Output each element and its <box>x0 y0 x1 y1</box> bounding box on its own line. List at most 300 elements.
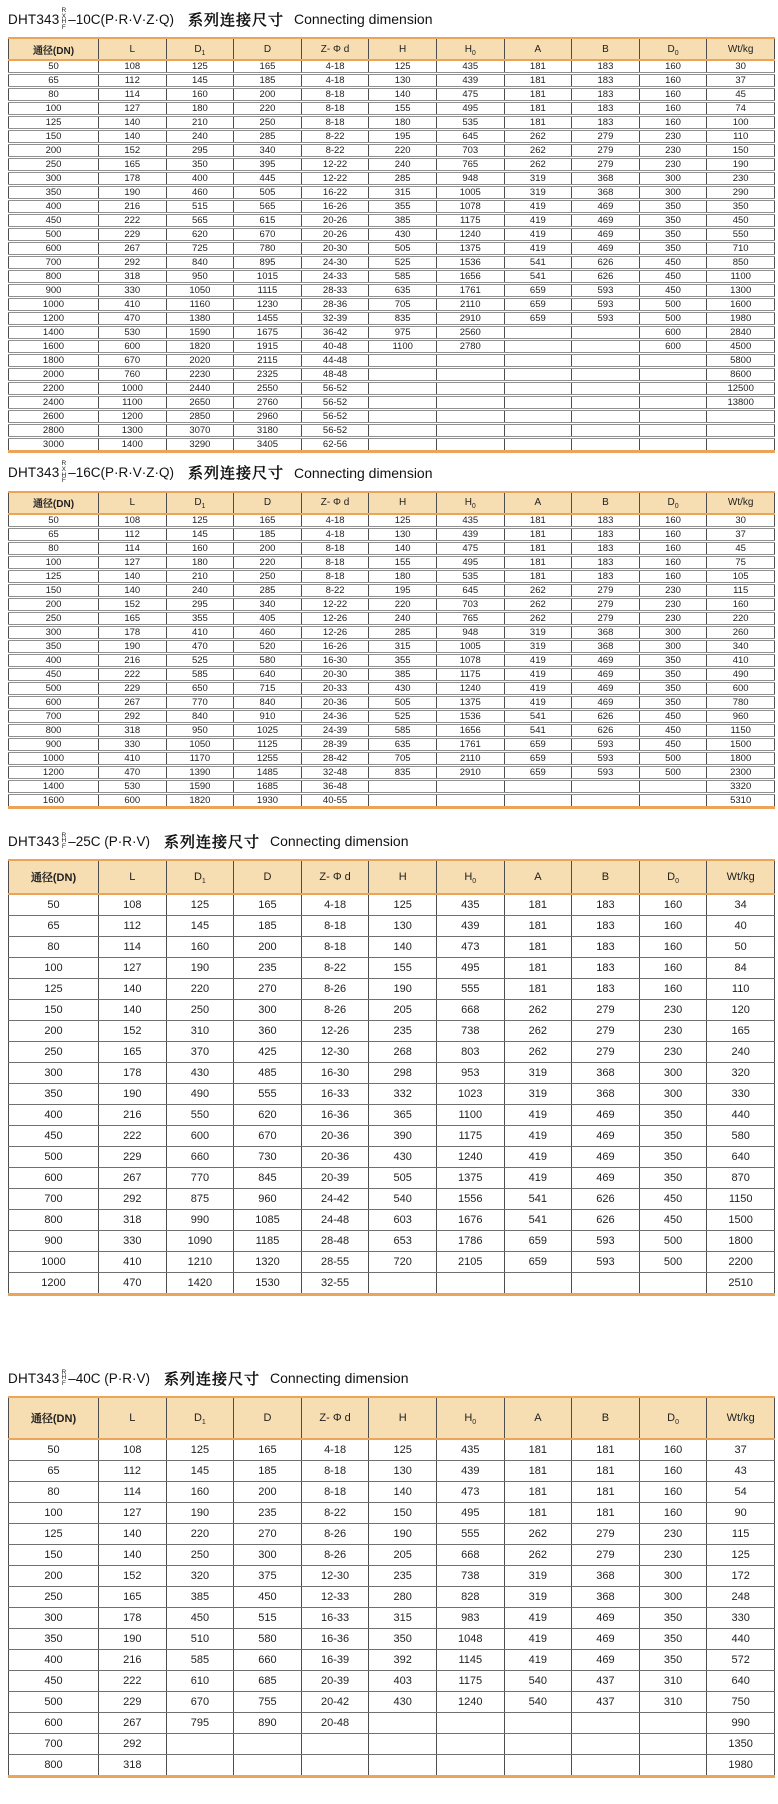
cell-z-phi-d: 8-22 <box>301 130 369 144</box>
cell-b <box>572 779 640 793</box>
cell-h: 205 <box>369 999 437 1020</box>
cell-wt-kg: 8600 <box>707 368 775 382</box>
table-row <box>9 438 775 452</box>
cell-h: 705 <box>369 298 437 312</box>
cell-d1: 385 <box>166 1586 234 1607</box>
cell-dn: 125 <box>9 569 99 583</box>
cell-d: 890 <box>234 1712 302 1733</box>
cell-z-phi-d: 16-33 <box>301 1607 369 1628</box>
cell-wt-kg: 330 <box>707 1083 775 1104</box>
table-row <box>9 737 775 751</box>
variant-letter: F <box>61 1380 66 1388</box>
cell-d0: 300 <box>639 639 707 653</box>
cell-a: 659 <box>504 1251 572 1272</box>
cell-d: 960 <box>234 1188 302 1209</box>
cell-d0: 300 <box>639 1083 707 1104</box>
cell-h0: 495 <box>436 102 504 116</box>
cell-z-phi-d: 8-18 <box>301 88 369 102</box>
variant-letter: R <box>61 7 67 14</box>
column-header-d: D <box>234 492 302 514</box>
cell-l: 108 <box>99 1439 167 1461</box>
cell-wt-kg: 120 <box>707 999 775 1020</box>
cell-dn: 1800 <box>9 354 99 368</box>
cell-a: 262 <box>504 1041 572 1062</box>
cell-d1: 620 <box>166 228 234 242</box>
cell-a: 262 <box>504 1544 572 1565</box>
cell-d0: 300 <box>639 1586 707 1607</box>
cell-z-phi-d: 36-42 <box>301 326 369 340</box>
cell-d0: 450 <box>639 284 707 298</box>
cell-z-phi-d: 12-33 <box>301 1586 369 1607</box>
cell-b: 181 <box>572 1460 640 1481</box>
cell-d: 270 <box>234 978 302 999</box>
cell-d1: 600 <box>166 1125 234 1146</box>
cell-dn: 65 <box>9 74 99 88</box>
cell-dn: 450 <box>9 1670 99 1691</box>
cell-h0: 983 <box>436 1607 504 1628</box>
cell-h: 430 <box>369 1691 437 1712</box>
cell-z-phi-d: 24-42 <box>301 1188 369 1209</box>
cell-a: 181 <box>504 1502 572 1523</box>
cell-h: 140 <box>369 88 437 102</box>
cell-h: 205 <box>369 1544 437 1565</box>
cell-wt-kg: 100 <box>707 116 775 130</box>
cell-h0: 948 <box>436 172 504 186</box>
table-row <box>9 284 775 298</box>
cell-d: 1485 <box>234 765 302 779</box>
table-row <box>9 410 775 424</box>
cell-d: 1255 <box>234 751 302 765</box>
cell-d: 2960 <box>234 410 302 424</box>
cell-h0: 1786 <box>436 1230 504 1251</box>
cell-h: 140 <box>369 1481 437 1502</box>
variant-letter: H <box>61 471 67 479</box>
cell-dn: 100 <box>9 1502 99 1523</box>
cell-d0: 350 <box>639 1607 707 1628</box>
cell-a: 181 <box>504 936 572 957</box>
cell-h: 385 <box>369 667 437 681</box>
cell-d: 1530 <box>234 1272 302 1294</box>
cell-d: 910 <box>234 709 302 723</box>
cell-d: 670 <box>234 1125 302 1146</box>
cell-h: 125 <box>369 60 437 74</box>
cell-dn: 600 <box>9 1712 99 1733</box>
cell-b: 183 <box>572 569 640 583</box>
cell-dn: 900 <box>9 284 99 298</box>
table-row <box>9 527 775 541</box>
cell-b: 368 <box>572 1565 640 1586</box>
cell-wt-kg: 330 <box>707 1607 775 1628</box>
cell-h0: 1175 <box>436 1125 504 1146</box>
cell-d0: 350 <box>639 1649 707 1670</box>
cell-a: 181 <box>504 88 572 102</box>
cell-dn: 350 <box>9 1628 99 1649</box>
cell-l: 670 <box>99 354 167 368</box>
cell-h0: 765 <box>436 158 504 172</box>
cell-d1: 585 <box>166 667 234 681</box>
pressure-spec: –25C (P·R·V) <box>68 833 150 849</box>
table-row <box>9 1020 775 1041</box>
cell-l: 112 <box>99 915 167 936</box>
table-row <box>9 1649 775 1670</box>
cell-a: 181 <box>504 569 572 583</box>
cell-d1: 160 <box>166 1481 234 1502</box>
model-variant-stack <box>61 8 66 30</box>
cell-d0: 230 <box>639 1544 707 1565</box>
series-label-cn: 系列连接尺寸 <box>163 833 260 851</box>
cell-l: 292 <box>99 709 167 723</box>
cell-b: 593 <box>572 298 640 312</box>
cell-z-phi-d <box>301 1733 369 1754</box>
cell-d1: 1170 <box>166 751 234 765</box>
cell-d0: 300 <box>639 1062 707 1083</box>
cell-wt-kg: 12500 <box>707 382 775 396</box>
cell-h0: 765 <box>436 611 504 625</box>
cell-a: 419 <box>504 200 572 214</box>
cell-z-phi-d: 24-30 <box>301 256 369 270</box>
cell-z-phi-d: 4-18 <box>301 60 369 74</box>
cell-d1: 350 <box>166 158 234 172</box>
cell-d0: 500 <box>639 312 707 326</box>
series-label-cn: 系列连接尺寸 <box>187 11 284 29</box>
cell-z-phi-d: 8-22 <box>301 1502 369 1523</box>
cell-dn: 400 <box>9 1104 99 1125</box>
cell-h0: 1240 <box>436 681 504 695</box>
table-row <box>9 751 775 765</box>
table-row <box>9 1523 775 1544</box>
cell-l: 216 <box>99 653 167 667</box>
table-row <box>9 186 775 200</box>
cell-h0: 738 <box>436 1020 504 1041</box>
model-variant-stack <box>61 1370 66 1387</box>
cell-z-phi-d: 8-26 <box>301 999 369 1020</box>
cell-h: 603 <box>369 1209 437 1230</box>
cell-d0: 350 <box>639 1167 707 1188</box>
cell-b: 593 <box>572 312 640 326</box>
cell-d: 3405 <box>234 438 302 452</box>
cell-l: 222 <box>99 667 167 681</box>
cell-h0: 1761 <box>436 284 504 298</box>
cell-h: 390 <box>369 1125 437 1146</box>
cell-h: 155 <box>369 555 437 569</box>
cell-h <box>369 396 437 410</box>
cell-wt-kg: 5310 <box>730 794 752 806</box>
cell-d0: 160 <box>639 60 707 74</box>
cell-h0: 1240 <box>436 228 504 242</box>
cell-h: 355 <box>369 200 437 214</box>
cell-d1: 240 <box>166 130 234 144</box>
cell-a: 262 <box>504 999 572 1020</box>
cell-h: 155 <box>369 957 437 978</box>
cell-d0: 350 <box>639 242 707 256</box>
cell-dn: 1400 <box>9 779 99 793</box>
table-row <box>9 709 775 723</box>
cell-z-phi-d: 4-18 <box>301 514 369 528</box>
cell-d1: 1590 <box>166 779 234 793</box>
cell-d: 185 <box>234 915 302 936</box>
cell-h: 705 <box>369 751 437 765</box>
cell-dn: 2600 <box>9 410 99 424</box>
cell-d: 1025 <box>234 723 302 737</box>
cell-dn: 50 <box>9 514 99 528</box>
cell-h: 525 <box>369 256 437 270</box>
cell-z-phi-d: 8-18 <box>301 915 369 936</box>
table-row <box>9 1565 775 1586</box>
cell-a: 419 <box>504 1125 572 1146</box>
cell-h: 190 <box>369 978 437 999</box>
cell-h0: 535 <box>436 569 504 583</box>
cell-l: 127 <box>99 102 167 116</box>
column-header-h0: $H_0$ <box>436 860 504 894</box>
cell-dn: 700 <box>9 256 99 270</box>
cell-z-phi-d: 48-48 <box>301 368 369 382</box>
cell-d0 <box>639 382 707 396</box>
cell-b: 469 <box>572 1649 640 1670</box>
cell-wt-kg: 150 <box>707 144 775 158</box>
cell-d1: 250 <box>166 999 234 1020</box>
cell-l: 108 <box>99 894 167 916</box>
cell-d: 1675 <box>234 326 302 340</box>
cell-b: 469 <box>572 242 640 256</box>
cell-d: 1320 <box>234 1251 302 1272</box>
cell-d0 <box>639 779 707 793</box>
cell-h <box>369 424 437 438</box>
cell-d: 185 <box>234 1460 302 1481</box>
cell-dn: 250 <box>9 611 99 625</box>
cell-dn: 1000 <box>9 1251 99 1272</box>
cell-a: 419 <box>504 681 572 695</box>
table-row <box>9 1230 775 1251</box>
cell-h: 180 <box>369 569 437 583</box>
cell-d0 <box>639 410 707 424</box>
cell-z-phi-d: 16-30 <box>301 653 369 667</box>
cell-h0: 1005 <box>436 186 504 200</box>
table-row <box>9 894 775 916</box>
cell-d1: 770 <box>166 695 234 709</box>
cell-d1: 1090 <box>166 1230 234 1251</box>
column-header-dn: 通径(DN) <box>9 38 99 60</box>
cell-h0: 1375 <box>436 242 504 256</box>
cell-wt-kg: 2300 <box>707 765 775 779</box>
cell-d0: 230 <box>639 1020 707 1041</box>
table-row <box>9 354 775 368</box>
cell-z-phi-d: 12-30 <box>301 1041 369 1062</box>
cell-l: 216 <box>99 200 167 214</box>
cell-a: 262 <box>504 583 572 597</box>
cell-d1: 295 <box>166 597 234 611</box>
table-title <box>8 831 775 852</box>
cell-a: 419 <box>504 667 572 681</box>
cell-b: 183 <box>572 915 640 936</box>
cell-d1: 160 <box>166 88 234 102</box>
cell-wt-kg: 960 <box>707 709 775 723</box>
cell-z-phi-d: 8-26 <box>301 978 369 999</box>
cell-d1 <box>166 1754 234 1776</box>
cell-h0: 435 <box>436 514 504 528</box>
cell-dn: 1600 <box>9 340 99 354</box>
cell-b <box>572 396 640 410</box>
cell-b: 279 <box>572 144 640 158</box>
cell-z-phi-d: 20-30 <box>301 667 369 681</box>
cell-l: 410 <box>99 298 167 312</box>
cell-dn: 1600 <box>9 793 99 807</box>
cell-d0: 230 <box>639 130 707 144</box>
cell-h: 835 <box>369 765 437 779</box>
cell-dn: 800 <box>9 723 99 737</box>
cell-z-phi-d: 20-39 <box>301 1167 369 1188</box>
cell-wt-kg: 13800 <box>707 396 775 410</box>
cell-l: 114 <box>99 541 167 555</box>
table-row <box>9 200 775 214</box>
table-row <box>9 1628 775 1649</box>
table-row <box>9 74 775 88</box>
cell-a: 540 <box>504 1691 572 1712</box>
cell-h0: 1023 <box>436 1083 504 1104</box>
cell-l: 127 <box>99 555 167 569</box>
cell-a: 181 <box>504 1481 572 1502</box>
table-title <box>8 1368 775 1389</box>
cell-a: 262 <box>504 158 572 172</box>
cell-wt-kg: 2510 <box>728 1276 753 1289</box>
cell-z-phi-d: 20-36 <box>301 695 369 709</box>
cell-h0: 535 <box>436 116 504 130</box>
cell-a: 181 <box>504 978 572 999</box>
cell-d1: 250 <box>166 1544 234 1565</box>
cell-d0: 310 <box>639 1691 707 1712</box>
cell-dn: 50 <box>9 894 99 916</box>
cell-wt-kg: 1500 <box>707 737 775 751</box>
cell-wt-kg: 37 <box>707 74 775 88</box>
cell-a: 319 <box>504 625 572 639</box>
cell-dn: 200 <box>9 597 99 611</box>
cell-d: 505 <box>234 186 302 200</box>
cell-b: 183 <box>572 527 640 541</box>
table-row <box>9 583 775 597</box>
cell-h0: 1656 <box>436 723 504 737</box>
cell-h0: 1175 <box>436 667 504 681</box>
cell-h: 235 <box>369 1565 437 1586</box>
cell-wt-kg: 640 <box>707 1670 775 1691</box>
cell-wt-kg: 240 <box>707 1041 775 1062</box>
cell-d0: 450 <box>639 723 707 737</box>
cell-l: 267 <box>99 695 167 709</box>
table-row <box>9 1125 775 1146</box>
cell-dn: 300 <box>9 1607 99 1628</box>
cell-wt-kg: 115 <box>707 1523 775 1544</box>
cell-h: 298 <box>369 1062 437 1083</box>
cell-d0: 160 <box>639 1460 707 1481</box>
cell-l: 140 <box>99 999 167 1020</box>
cell-a <box>504 382 572 396</box>
cell-d0 <box>639 1754 707 1776</box>
cell-h: 385 <box>369 214 437 228</box>
cell-dn: 600 <box>9 695 99 709</box>
cell-l: 165 <box>99 1586 167 1607</box>
cell-z-phi-d: 24-39 <box>301 723 369 737</box>
cell-a <box>504 424 572 438</box>
cell-a: 262 <box>504 597 572 611</box>
cell-a: 181 <box>504 1439 572 1461</box>
cell-wt-kg: 110 <box>707 130 775 144</box>
cell-dn: 800 <box>9 1754 99 1776</box>
cell-d: 250 <box>234 569 302 583</box>
cell-a: 181 <box>504 527 572 541</box>
cell-d: 565 <box>234 200 302 214</box>
cell-b: 368 <box>572 1062 640 1083</box>
cell-d0: 160 <box>639 88 707 102</box>
cell-dn: 200 <box>9 1020 99 1041</box>
cell-d1: 145 <box>166 1460 234 1481</box>
cell-z-phi-d: 12-26 <box>301 611 369 625</box>
column-header-wt-kg: Wt/kg <box>707 1397 775 1439</box>
table-section-16c <box>8 461 775 808</box>
cell-l: 152 <box>99 144 167 158</box>
cell-z-phi-d: 24-33 <box>301 270 369 284</box>
cell-a: 659 <box>504 298 572 312</box>
header-row <box>9 1397 775 1439</box>
cell-dn: 1000 <box>9 751 99 765</box>
cell-a: 181 <box>504 915 572 936</box>
cell-wt-kg: 30 <box>707 60 775 74</box>
cell-dn: 600 <box>9 1167 99 1188</box>
cell-a: 319 <box>504 1586 572 1607</box>
cell-d1 <box>166 1733 234 1754</box>
table-row <box>9 1586 775 1607</box>
cell-h0: 1240 <box>436 1146 504 1167</box>
cell-dn: 80 <box>9 1481 99 1502</box>
series-label-en: Connecting dimension <box>269 833 409 850</box>
cell-z-phi-d: 20-36 <box>301 1125 369 1146</box>
cell-h: 1100 <box>369 340 437 354</box>
cell-a: 541 <box>504 709 572 723</box>
cell-h0: 435 <box>436 60 504 74</box>
cell-wt-kg: 260 <box>707 625 775 639</box>
table-row <box>9 158 775 172</box>
cell-z-phi-d: 8-18 <box>301 1481 369 1502</box>
cell-d0: 500 <box>639 765 707 779</box>
cell-dn: 2200 <box>9 382 99 396</box>
cell-dn: 450 <box>9 1125 99 1146</box>
cell-wt-kg: 45 <box>707 541 775 555</box>
cell-wt-kg: 230 <box>707 172 775 186</box>
cell-b: 181 <box>572 1502 640 1523</box>
cell-b: 469 <box>572 200 640 214</box>
table-row <box>9 1481 775 1502</box>
cell-b: 469 <box>572 1167 640 1188</box>
table-row <box>9 611 775 625</box>
cell-d: 450 <box>234 1586 302 1607</box>
series-label-en: Connecting dimension <box>269 1370 409 1387</box>
cell-dn: 1200 <box>9 765 99 779</box>
cell-d1: 145 <box>166 527 234 541</box>
cell-dn: 65 <box>9 915 99 936</box>
cell-d0 <box>639 438 707 452</box>
cell-h0: 439 <box>436 74 504 88</box>
cell-d0: 350 <box>639 1104 707 1125</box>
cell-d1: 670 <box>166 1691 234 1712</box>
cell-d: 715 <box>234 681 302 695</box>
cell-l: 760 <box>99 368 167 382</box>
cell-h0 <box>436 1272 504 1294</box>
column-header-z-phi-d: Z- Φ d <box>301 1397 369 1439</box>
cell-l: 127 <box>99 1502 167 1523</box>
cell-d: 200 <box>234 1481 302 1502</box>
cell-l: 318 <box>99 723 167 737</box>
table-row <box>9 1460 775 1481</box>
cell-l: 178 <box>99 1062 167 1083</box>
cell-d1: 125 <box>166 894 234 916</box>
cell-d1: 1050 <box>166 737 234 751</box>
